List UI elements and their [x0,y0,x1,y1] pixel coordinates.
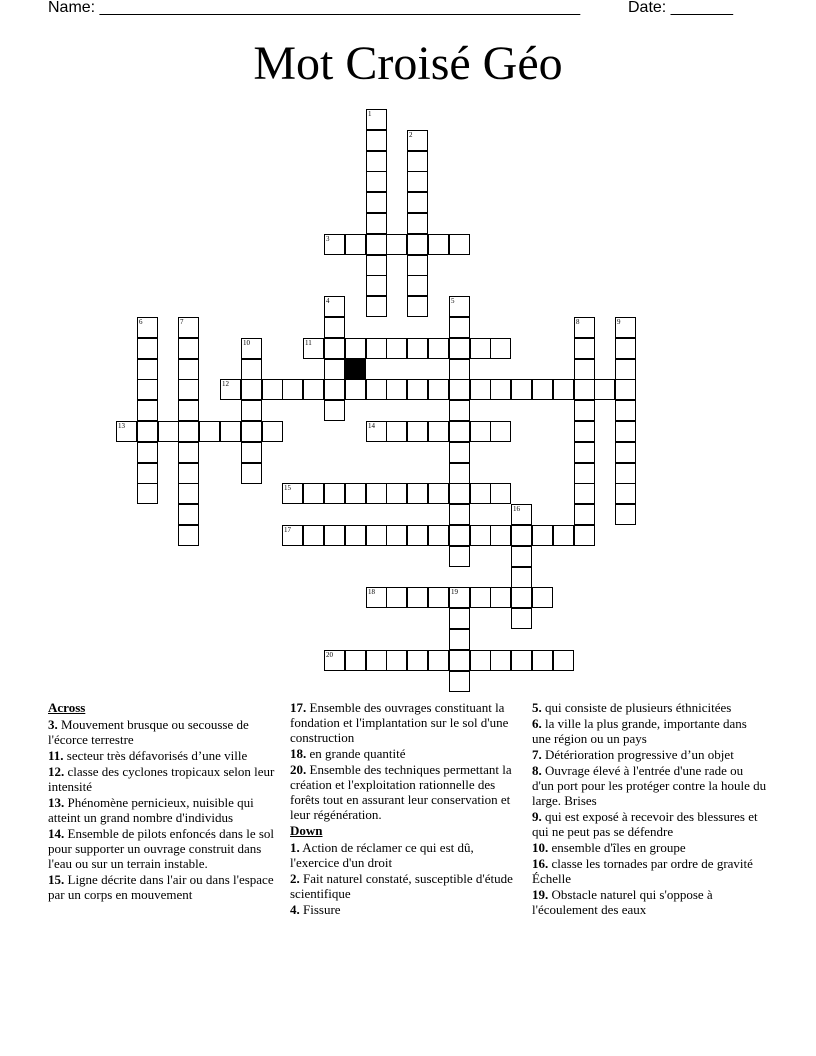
grid-cell[interactable] [282,525,303,546]
grid-cell[interactable] [178,504,199,525]
grid-cell[interactable] [366,213,387,234]
grid-cell[interactable] [324,338,345,359]
clue-number: 20 [326,651,333,659]
grid-cell[interactable] [282,483,303,504]
clue-item-number: 11. [48,748,64,763]
grid-cell[interactable] [615,379,636,400]
grid-cell[interactable] [407,379,428,400]
clue-number: 4 [326,297,330,305]
grid-cell[interactable] [137,463,158,484]
clue-item [532,716,767,746]
grid-cell[interactable] [449,359,470,380]
clue-number: 3 [326,235,330,243]
grid-cell[interactable] [137,317,158,338]
grid-cell[interactable] [158,421,179,442]
grid-cell[interactable] [137,483,158,504]
clue-item-number: 1. [290,840,300,855]
grid-cell[interactable] [386,338,407,359]
clue-item-number: 3. [48,717,58,732]
grid-cell[interactable] [511,650,532,671]
clue-item-number: 2. [290,871,300,886]
clue-item-number: 20. [290,762,307,777]
clue-item-number: 12. [48,764,65,779]
clue-item [290,762,522,822]
grid-cell[interactable] [178,483,199,504]
grid-cell[interactable] [137,421,158,442]
grid-cell[interactable] [241,421,262,442]
grid-cell[interactable] [428,525,449,546]
grid-cell[interactable] [178,442,199,463]
grid-cell[interactable] [449,400,470,421]
grid-cell[interactable] [241,359,262,380]
grid-cell[interactable] [511,525,532,546]
grid-cell[interactable] [324,234,345,255]
clue-number: 2 [409,131,413,139]
grid-cell[interactable] [615,504,636,525]
grid-cell[interactable] [490,338,511,359]
grid-cell[interactable] [407,192,428,213]
grid-cell[interactable] [241,379,262,400]
grid-cell[interactable] [449,379,470,400]
grid-cell[interactable] [366,483,387,504]
grid-cell[interactable] [594,379,615,400]
clue-item-text: Ensemble de pilots enfoncés dans le sol pour supporter un ouvrage construit dans l'eau ou sur un terrain instable. [48,826,275,871]
grid-cell[interactable] [345,234,366,255]
clue-item [290,746,522,761]
grid-cell[interactable] [553,650,574,671]
grid-cell[interactable] [449,463,470,484]
clue-number: 18 [368,588,375,596]
grid-cell[interactable] [532,650,553,671]
clue-item [532,747,767,762]
date-field[interactable]: Date: _______ [628,0,733,16]
clue-number: 16 [513,505,520,513]
grid-cell[interactable] [324,525,345,546]
grid-cell[interactable] [324,650,345,671]
clue-item [48,764,283,794]
clue-item [48,795,283,825]
clue-item-text: la ville la plus grande, importante dans une région ou un pays [532,716,747,746]
clue-item [48,872,283,902]
clue-item-text: Détérioration progressive d’un objet [541,747,734,762]
grid-cell[interactable] [178,317,199,338]
grid-cell[interactable] [199,421,220,442]
grid-cell[interactable] [574,463,595,484]
grid-cell[interactable] [178,463,199,484]
clue-item [532,887,767,917]
grid-cell[interactable] [428,587,449,608]
clues-column-3 [532,700,767,918]
grid-cell[interactable] [490,379,511,400]
grid-cell[interactable] [241,400,262,421]
clue-number: 15 [284,484,291,492]
grid-cell[interactable] [574,338,595,359]
clue-item-text: Ensemble des techniques permettant la création et l'exploitation rationnelle des forêts tout en assurant leur conservation et leur régénération. [290,762,512,822]
grid-cell[interactable] [366,130,387,151]
grid-cell[interactable] [386,650,407,671]
grid-cell[interactable] [574,421,595,442]
clue-number: 11 [305,339,312,347]
grid-cell[interactable] [303,483,324,504]
grid-cell[interactable] [407,234,428,255]
grid-cell[interactable] [574,400,595,421]
clue-item-number: 6. [532,716,542,731]
clue-number: 9 [617,318,621,326]
grid-cell[interactable] [324,296,345,317]
grid-cell[interactable] [386,587,407,608]
grid-cell[interactable] [262,421,283,442]
grid-cell[interactable] [366,275,387,296]
grid-cell[interactable] [449,296,470,317]
clue-item-text: Ouvrage élevé à l'entrée d'une rade ou d'un port pour les protéger contre la houle du large. Brises [532,763,767,808]
grid-cell[interactable] [178,400,199,421]
grid-cell[interactable] [366,234,387,255]
grid-cell[interactable] [241,442,262,463]
grid-cell[interactable] [449,504,470,525]
grid-cell[interactable] [574,379,595,400]
grid-cell[interactable] [449,671,470,692]
grid-cell[interactable] [490,525,511,546]
grid-cell[interactable] [449,608,470,629]
grid-cell[interactable] [574,525,595,546]
grid-cell[interactable] [303,338,324,359]
grid-cell[interactable] [449,421,470,442]
grid-cell[interactable] [386,234,407,255]
clue-item [48,748,283,763]
grid-cell[interactable] [407,130,428,151]
grid-cell[interactable] [428,421,449,442]
grid-cell[interactable] [178,338,199,359]
grid-cell[interactable] [428,234,449,255]
grid-cell[interactable] [490,483,511,504]
grid-cell[interactable] [615,400,636,421]
grid-cell[interactable] [366,151,387,172]
grid-cell[interactable] [137,442,158,463]
grid-cell[interactable] [345,650,366,671]
clue-item-number: 19. [532,887,549,902]
grid-cell[interactable] [615,421,636,442]
grid-cell[interactable] [449,338,470,359]
grid-cell[interactable] [407,275,428,296]
grid-cell[interactable] [449,442,470,463]
clue-item [532,700,767,715]
grid-cell[interactable] [220,421,241,442]
grid-cell[interactable] [386,525,407,546]
grid-cell[interactable] [449,483,470,504]
grid-cell[interactable] [553,379,574,400]
clue-number: 5 [451,297,455,305]
grid-cell[interactable] [366,171,387,192]
grid-cell[interactable] [532,525,553,546]
grid-cell[interactable] [303,525,324,546]
grid-cell[interactable] [574,483,595,504]
grid-cell[interactable] [511,504,532,525]
clue-item-number: 16. [532,856,549,871]
grid-cell[interactable] [574,317,595,338]
clues-column-1 [48,700,283,903]
grid-cell[interactable] [137,359,158,380]
grid-cell[interactable] [407,213,428,234]
clue-item [290,700,522,745]
across-heading: Across [48,700,86,715]
grid-cell[interactable] [511,587,532,608]
grid-cell[interactable] [366,587,387,608]
grid-cell[interactable] [178,421,199,442]
grid-cell[interactable] [178,359,199,380]
grid-cell[interactable] [470,650,491,671]
grid-cell[interactable] [407,421,428,442]
grid-cell[interactable] [407,338,428,359]
grid-cell[interactable] [366,421,387,442]
grid-cell[interactable] [574,504,595,525]
clue-item-number: 9. [532,809,542,824]
clue-item [532,809,767,839]
grid-cell[interactable] [324,400,345,421]
grid-cell[interactable] [428,483,449,504]
clue-item [290,871,522,901]
clue-item [532,856,767,886]
grid-cell[interactable] [615,338,636,359]
clue-item-number: 7. [532,747,542,762]
grid-cell[interactable] [241,338,262,359]
down-heading: Down [290,823,323,838]
grid-cell[interactable] [116,421,137,442]
clue-item-number: 13. [48,795,65,810]
clue-item-text: Ligne décrite dans l'air ou dans l'espace par un corps en mouvement [48,872,274,902]
clue-item-text: qui est exposé à recevoir des blessures et qui ne peut pas se défendre [532,809,758,839]
grid-cell[interactable] [386,379,407,400]
clues-column-2 [290,700,522,918]
grid-cell[interactable] [324,317,345,338]
clue-item-text: Mouvement brusque ou secousse de l'écorce terrestre [48,717,249,747]
grid-cell[interactable] [470,338,491,359]
grid-cell[interactable] [532,379,553,400]
clue-item [290,902,522,917]
clue-item-text: Ensemble des ouvrages constituant la fondation et l'implantation sur le sol d'une construction [290,700,509,745]
grid-cell[interactable] [366,192,387,213]
grid-cell[interactable] [470,379,491,400]
clue-item-number: 14. [48,826,65,841]
clue-item-text: classe des cyclones tropicaux selon leur intensité [48,764,275,794]
grid-cell[interactable] [324,483,345,504]
grid-cell[interactable] [428,338,449,359]
grid-cell[interactable] [449,525,470,546]
clue-item-number: 10. [532,840,549,855]
grid-cell[interactable] [449,587,470,608]
grid-cell[interactable] [615,463,636,484]
grid-cell[interactable] [345,525,366,546]
grid-cell[interactable] [511,567,532,588]
clue-item-text: Action de réclamer ce qui est dû, l'exercice d'un droit [290,840,474,870]
blocked-cell [345,359,366,380]
grid-cell[interactable] [553,525,574,546]
grid-cell[interactable] [615,359,636,380]
grid-cell[interactable] [407,151,428,172]
clue-item-text: classe les tornades par ordre de gravité Échelle [532,856,753,886]
clue-item [532,763,767,808]
grid-cell[interactable] [470,483,491,504]
grid-cell[interactable] [137,379,158,400]
grid-cell[interactable] [366,109,387,130]
grid-cell[interactable] [137,338,158,359]
clue-item-number: 17. [290,700,307,715]
clue-item-text: secteur très défavorisés d’une ville [63,748,248,763]
clue-number: 1 [368,110,372,118]
grid-cell[interactable] [490,650,511,671]
grid-cell[interactable] [407,650,428,671]
clue-number: 8 [576,318,580,326]
grid-cell[interactable] [241,463,262,484]
grid-cell[interactable] [407,587,428,608]
grid-cell[interactable] [511,546,532,567]
grid-cell[interactable] [449,234,470,255]
grid-cell[interactable] [407,171,428,192]
grid-cell[interactable] [428,650,449,671]
grid-cell[interactable] [449,317,470,338]
clue-item-number: 15. [48,872,65,887]
clue-item-number: 5. [532,700,542,715]
grid-cell[interactable] [428,379,449,400]
clue-number: 13 [118,422,125,430]
grid-cell[interactable] [511,608,532,629]
grid-cell[interactable] [366,525,387,546]
grid-cell[interactable] [345,483,366,504]
grid-cell[interactable] [324,359,345,380]
clue-item [48,826,283,871]
grid-cell[interactable] [407,525,428,546]
clue-number: 6 [139,318,143,326]
grid-cell[interactable] [220,379,241,400]
grid-cell[interactable] [386,483,407,504]
grid-cell[interactable] [262,379,283,400]
grid-cell[interactable] [366,255,387,276]
grid-cell[interactable] [178,379,199,400]
grid-cell[interactable] [490,587,511,608]
clue-item-number: 4. [290,902,300,917]
grid-cell[interactable] [303,379,324,400]
grid-cell[interactable] [574,359,595,380]
grid-cell[interactable] [470,421,491,442]
clue-number: 19 [451,588,458,596]
grid-cell[interactable] [574,442,595,463]
grid-cell[interactable] [407,483,428,504]
grid-cell[interactable] [137,400,158,421]
clue-item-text: ensemble d'îles en groupe [548,840,686,855]
page-title: Mot Croisé Géo [253,37,563,90]
clue-item [48,717,283,747]
grid-cell[interactable] [449,650,470,671]
clue-item-text: Fait naturel constaté, susceptible d'étude scientifique [290,871,513,901]
grid-cell[interactable] [470,587,491,608]
clue-number: 7 [180,318,184,326]
grid-cell[interactable] [532,587,553,608]
clue-item [290,840,522,870]
clue-item-text: Obstacle naturel qui s'oppose à l'écoulement des eaux [532,887,713,917]
name-field[interactable]: Name: ______________________________________________________ [48,0,581,16]
clue-item [532,840,767,855]
grid-cell[interactable] [386,421,407,442]
grid-cell[interactable] [324,379,345,400]
grid-cell[interactable] [449,629,470,650]
grid-cell[interactable] [345,379,366,400]
grid-cell[interactable] [366,379,387,400]
grid-cell[interactable] [615,317,636,338]
clue-number: 12 [222,380,229,388]
grid-cell[interactable] [366,296,387,317]
clue-item-text: qui consiste de plusieurs éthnicitées [541,700,732,715]
grid-cell[interactable] [178,525,199,546]
grid-cell[interactable] [407,296,428,317]
grid-cell[interactable] [366,338,387,359]
clue-item-number: 8. [532,763,542,778]
grid-cell[interactable] [490,421,511,442]
clue-item-text: en grande quantité [306,746,406,761]
clue-number: 10 [243,339,250,347]
grid-cell[interactable] [470,525,491,546]
clue-number: 14 [368,422,375,430]
grid-cell[interactable] [366,650,387,671]
grid-cell[interactable] [449,546,470,567]
clue-item-text: Phénomène pernicieux, nuisible qui atteint un grand nombre d'individus [48,795,254,825]
grid-cell[interactable] [615,442,636,463]
clue-item-text: Fissure [299,902,341,917]
grid-cell[interactable] [345,338,366,359]
clue-item-number: 18. [290,746,307,761]
grid-cell[interactable] [511,379,532,400]
grid-cell[interactable] [282,379,303,400]
clue-number: 17 [284,526,291,534]
grid-cell[interactable] [407,255,428,276]
grid-cell[interactable] [615,483,636,504]
